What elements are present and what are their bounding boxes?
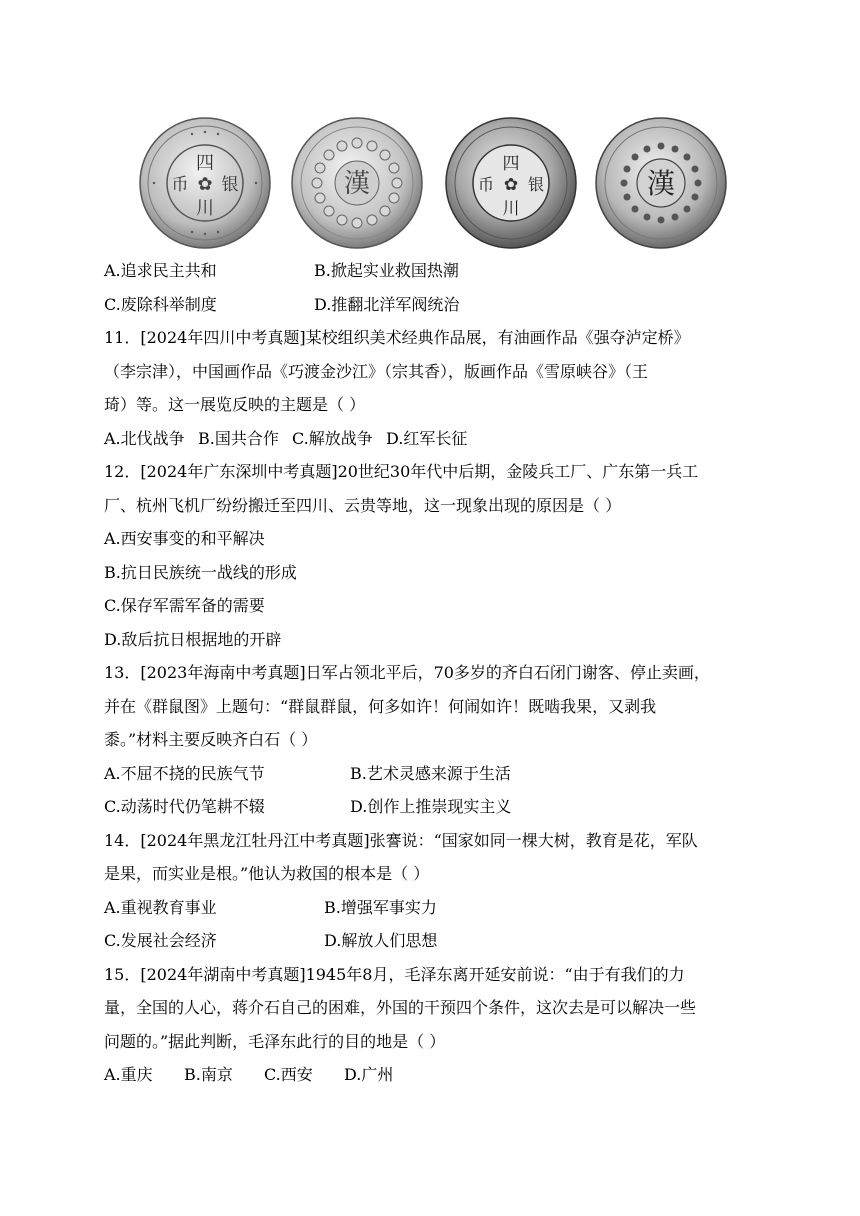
q13-stem-line-3: 黍。”材料主要反映齐白石（ ） [104, 730, 318, 749]
flower-icon: ✿ [503, 175, 519, 195]
q13-option-b: B.艺术灵感来源于生活 [350, 763, 511, 783]
q13-options-row-2 [104, 790, 764, 824]
q13-option-c: C.动荡时代仍笔耕不辍 [104, 797, 265, 816]
q12-stem-line-2: 厂、杭州飞机厂纷纷搬迁至四川、云贵等地，这一现象出现的原因是（ ） [104, 495, 622, 515]
q12-option-a: A.西安事变的和平解决 [104, 529, 265, 548]
q14-options-row-2 [104, 924, 764, 958]
q13-options-row-1 [104, 757, 764, 791]
q10-option-b: B.掀起实业救国热潮 [314, 261, 459, 280]
coin-1-char-right: 银 [221, 175, 239, 195]
q12-option-d: D.敌后抗日根据地的开辟 [104, 629, 282, 649]
q15-stem-line-3: 问题的。”据此判断，毛泽东此行的目的地是（ ） [104, 1031, 446, 1051]
coin-image-4 [594, 116, 728, 250]
q15-option-b: B.南京 [184, 1065, 233, 1084]
q14-stem-line-2: 是果，而实业是根。”他认为救国的根本是（ ） [104, 864, 430, 883]
q15-option-c: C.西安 [264, 1065, 313, 1084]
coin-3-char-right: 银 [527, 175, 545, 194]
q13-stem-line-2: 并在《群鼠图》上题句：“群鼠群鼠，何多如许！何闹如许！既啮我果，又剥我 [104, 696, 657, 716]
coin-3-char-bottom: 川 [502, 199, 520, 219]
flower-icon: ✿ [197, 174, 213, 195]
coin-3-char-left: 币 [477, 175, 495, 194]
question-content [104, 254, 764, 1092]
q14-option-d: D.解放人们思想 [324, 931, 438, 950]
q14-option-b: B.增强军事实力 [324, 897, 437, 917]
coin-3-char-top: 四 [502, 154, 520, 174]
q11-stem-line-2: （李宗津），中国画作品《巧渡金沙江》（宗其香），版画作品《雪原峡谷》（王 [104, 361, 649, 381]
q14-option-c: C.发展社会经济 [104, 931, 217, 950]
coin-4-center-char: 漢 [646, 167, 676, 200]
q13-option-d: D.创作上推崇现实主义 [350, 797, 512, 816]
coin-image-3 [444, 116, 578, 250]
coin-1-char-bottom: 川 [196, 198, 214, 219]
q11-stem-line-3: 琦）等。这一展览反映的主题是（ ） [104, 395, 366, 414]
q15-option-a: A.重庆 [104, 1065, 153, 1084]
q10-option-a: A.追求民主共和 [104, 261, 217, 280]
q15-option-d: D.广州 [344, 1065, 394, 1084]
q14-option-a: A.重视教育事业 [104, 897, 217, 917]
coin-1-char-left: 币 [171, 175, 189, 195]
q15-stem-line-2: 量，全国的人心，蒋介石自己的困难，外国的干预四个条件，这次去是可以解决一些 [104, 998, 697, 1017]
coin-2-center-char: 漢 [343, 169, 371, 199]
q13-stem-line-1: 13．[2023年海南中考真题]日军占领北平后，70多岁的齐白石闭门谢客、停止卖画， [104, 663, 710, 682]
q15-stem-line-1: 15．[2024年湖南中考真题]1945年8月，毛泽东离开延安前说：“由于有我们的力 [104, 964, 685, 984]
q11-option-a: A.北伐战争 [104, 428, 185, 448]
coin-1-char-top: 四 [196, 153, 214, 174]
coin-image-2 [290, 116, 424, 250]
q10-options-row-1 [104, 254, 764, 288]
q11-option-d: D.红军长征 [386, 428, 468, 448]
q15-options-row [104, 1058, 764, 1092]
q10-option-c: C.废除科举制度 [104, 294, 217, 314]
q11-option-c: C.解放战争 [292, 428, 373, 448]
q12-option-b: B.抗日民族统一战线的形成 [104, 562, 297, 582]
q10-options-row-2 [104, 288, 764, 322]
q10-option-d: D.推翻北洋军阀统治 [314, 294, 460, 314]
q14-stem-line-1: 14．[2024年黑龙江牡丹江中考真题]张謇说：“国家如同一棵大树，教育是花，军队 [104, 830, 698, 850]
q12-option-c: C.保存军需军备的需要 [104, 596, 265, 615]
coin-image-1 [138, 116, 272, 250]
q11-options-row [104, 422, 764, 456]
q11-stem-line-1: 11．[2024年四川中考真题]某校组织美术经典作品展，有油画作品《强夺泸定桥》 [104, 328, 690, 347]
q13-option-a: A.不屈不挠的民族气节 [104, 763, 265, 783]
coin-images [138, 116, 728, 250]
q14-options-row-1 [104, 891, 764, 925]
q12-stem-line-1: 12．[2024年广东深圳中考真题]20世纪30年代中后期，金陵兵工厂、广东第一兵工 [104, 462, 699, 481]
q11-option-b: B.国共合作 [198, 428, 279, 448]
